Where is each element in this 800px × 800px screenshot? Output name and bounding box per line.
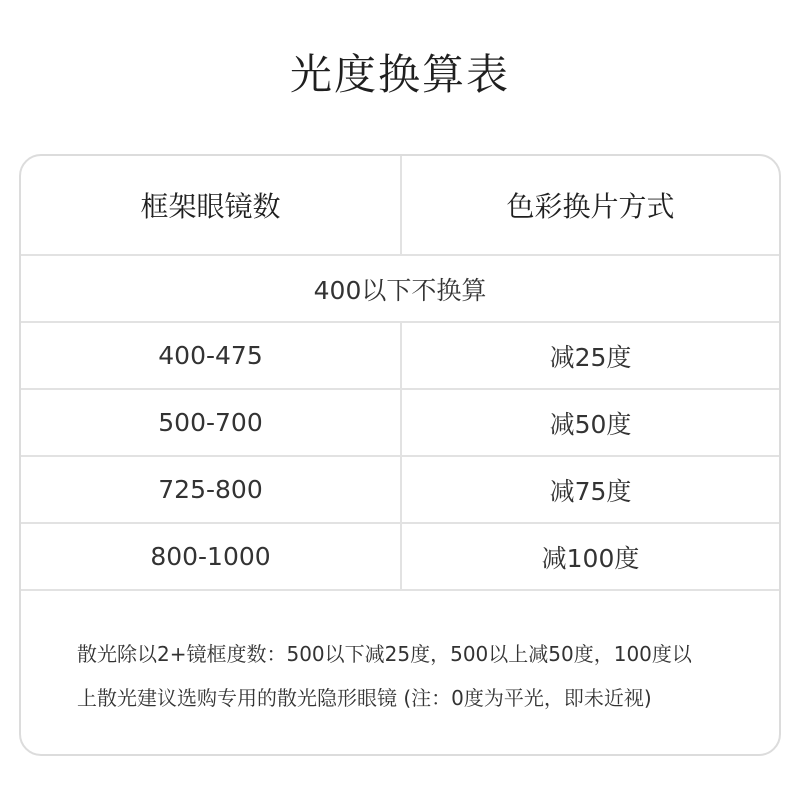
range-cell: 800-1000 [21,524,402,589]
result-cell: 减100度 [541,543,640,573]
table-full-row [21,256,779,323]
astigmatism-note [77,632,737,720]
conversion-table [19,154,781,756]
page-title: 光度换算表 [289,50,510,99]
range-cell: 500-700 [21,390,402,455]
header-color-lens-method: 色彩换片方式 [506,190,675,223]
no-conversion-note: 400以下不换算 [313,275,487,305]
note-line-2: 上散光建议选购专用的散光隐形眼镜 (注：0度为平光，即未近视) [77,686,652,710]
range-cell: 400-475 [21,323,402,388]
note-line-1: 散光除以2+镜框度数：500以下减25度，500以上减50度，100度以 [77,642,692,666]
result-cell: 减25度 [549,342,632,372]
header-frame-degree: 框架眼镜数 [21,156,402,254]
result-cell: 减50度 [549,409,632,439]
table-row [21,390,779,457]
table-row [21,457,779,524]
table-header-row [21,156,779,256]
table-row [21,323,779,390]
range-cell: 725-800 [21,457,402,522]
table-row [21,524,779,591]
result-cell: 减75度 [549,476,632,506]
